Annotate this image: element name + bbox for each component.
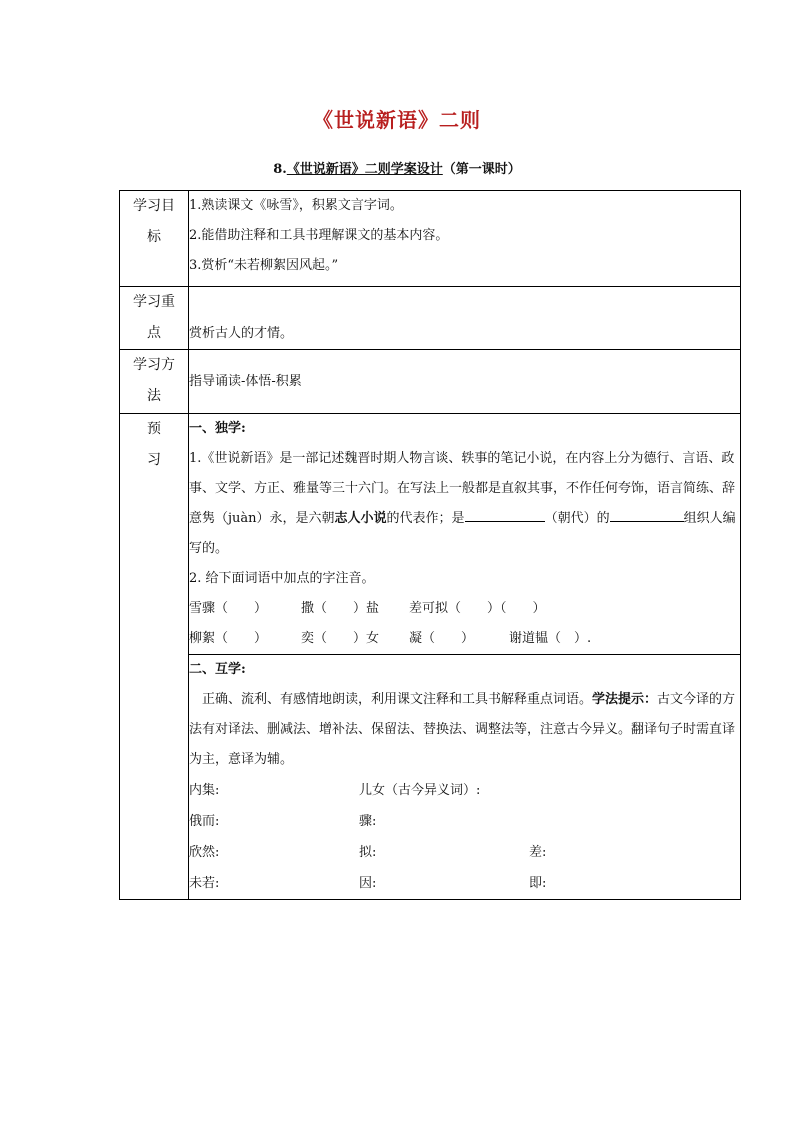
mutual-study-section (189, 655, 741, 900)
pinyin-line: 柳絮（ ） 奕（ ）女 凝（ ） 谢道韫（ ）. (189, 631, 592, 646)
self-study-section (189, 414, 741, 655)
goal-item: 2.能借助注释和工具书理解课文的基本内容。 (189, 228, 449, 243)
key-points-row (120, 287, 741, 350)
lesson-number: 8. (273, 162, 287, 177)
document-title: 《世说新语》二则 (313, 108, 481, 132)
goals-label: 学习目 标 (120, 191, 189, 287)
self-study-heading: 一、独学: (189, 421, 246, 436)
method-row (120, 350, 741, 414)
study-plan-table (119, 190, 741, 900)
preview-self-row (120, 414, 741, 655)
mutual-study-heading: 二、互学: (189, 662, 246, 677)
term: 即: (529, 876, 547, 891)
method-label: 学习方 法 (120, 350, 189, 414)
goals-content (189, 191, 741, 287)
term: 差: (529, 845, 547, 860)
term (529, 806, 740, 837)
term: 因: (359, 876, 377, 891)
term: 骤: (359, 814, 377, 829)
goal-item: 1.熟读课文《咏雪》，积累文言字词。 (189, 198, 403, 213)
term: 儿女（古今异义词）: (359, 783, 481, 798)
key-points-label: 学习重 点 (120, 287, 189, 350)
term: 拟: (359, 845, 377, 860)
lesson-name: 《世说新语》二则学案设计 (286, 162, 443, 177)
goal-item: 3.赏析“未若柳絮因风起。” (189, 258, 339, 273)
pinyin-line: 雪骤（ ） 撒（ ）盐 差可拟（ ）（ ） (189, 601, 546, 616)
lesson-subtitle (0, 158, 794, 177)
key-terms-grid (189, 775, 740, 899)
pinyin-question: 2. 给下面词语中加点的字注音。 (189, 571, 375, 586)
term: 俄而: (189, 814, 220, 829)
term: 内集: (189, 783, 220, 798)
method-content: 指导诵读-体悟-积累 (189, 350, 741, 414)
self-study-paragraph: 1.《世说新语》是一部记述魏晋时期人物言谈、轶事的笔记小说，在内容上分为德行、言语、政事、文学、方正、雅量等三十六门。在写法上一般都是直叙其事，不作任何夸饰，语言简练、辞意隽（juàn）永，是六朝志人小说的代表作；是 （朝代）的 组织人编写的。 (189, 451, 736, 556)
preview-mutual-row (120, 655, 741, 900)
preview-label: 预 习 (120, 414, 189, 900)
term (529, 775, 740, 806)
term: 欣然: (189, 845, 220, 860)
dynasty-blank[interactable] (465, 505, 545, 522)
term: 未若: (189, 876, 220, 891)
key-points-content: 赏析古人的才情。 (189, 287, 741, 350)
lesson-period: （第一课时） (442, 162, 521, 177)
compiler-blank[interactable] (610, 505, 684, 522)
mutual-study-paragraph: 正确、流利、有感情地朗读，利用课文注释和工具书解释重点词语。学法提示：古文今译的方法有对译法、删减法、增补法、保留法、替换法、调整法等，注意古今异义。翻译句子时需直译为主，意译为辅。 (189, 692, 736, 767)
goals-row (120, 191, 741, 287)
